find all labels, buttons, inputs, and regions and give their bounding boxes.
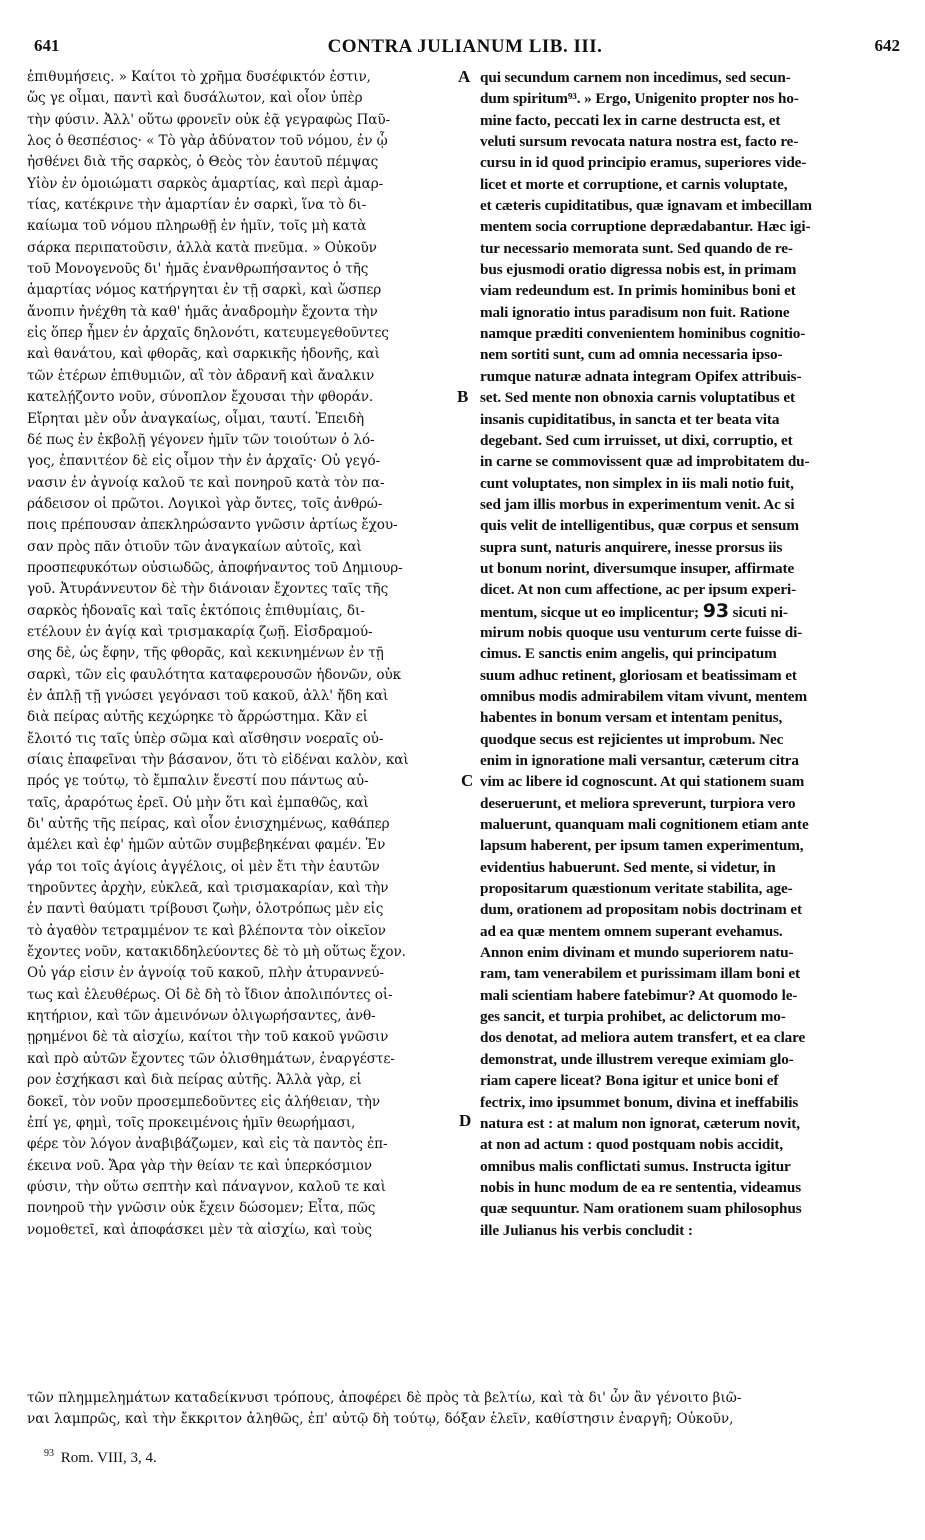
latin-text-continuation: sicuti ni- (728, 603, 788, 621)
greek-text-line: σαν πρὸς πᾶν ὁτιοῦν τῶν ἀναγκαίων αὐτοῖς, καὶ (27, 538, 362, 555)
greek-text-line: καὶ πρὸ αὐτῶν ἔχοντες τῶν ὀλισθημάτων, ἐναργέστε- (27, 1050, 395, 1067)
latin-text-line: Annon enim divinam et mundo superiorem natu- (480, 944, 794, 962)
greek-text-line: σαρκὶ, τῶν εἰς φαυλότητα καταφερουσῶν ἡδονῶν, οὐκ (27, 666, 401, 683)
greek-text-line: ποις πρέπουσαν ἀπεκληρώσαντο γνῶσιν ἀρτίως ἔχου- (27, 517, 398, 534)
latin-text-line: demonstrat, unde illustrem vereque eximiam glo- (480, 1050, 794, 1068)
latin-text-line: set. Sed mente non obnoxia carnis voluptatibus et (480, 389, 795, 407)
latin-text-line: insanis cupiditatibus, in sancta et ter beata vita (480, 410, 780, 428)
greek-text-line: προσπεφυκότων οὐσιωδῶς, ἀποφήναντος τοῦ Δημιουρ- (27, 559, 403, 576)
latin-text-line: mine facto, peccati lex in carne destructa est, et (480, 111, 781, 129)
page-number-right: 642 (874, 36, 900, 55)
greek-text-line: ἐν παντὶ θαύματι τρίβουσι ζωὴν, ὁλοτρόπως μὲν εἰς (27, 901, 384, 918)
latin-text-line: mali ignoratio intus paradisum non fuit. Ratione (480, 303, 790, 321)
latin-text-line: supra sunt, naturis anquirere, inesse prorsus iis (480, 538, 783, 556)
greek-text-line: ἔχοντες νοῦν, κατακιδδηλεύοντες δὲ τὸ μὴ οὕτως ἔχον. (27, 944, 406, 961)
margin-marker-d: D (459, 1111, 472, 1130)
latin-text-line: nem sortiti sunt, cum ad omnia necessaria ipso- (480, 346, 783, 364)
greek-text-line: ρον ἐσχήκασι καὶ διὰ πείρας αὐτῆς. Ἀλλὰ γὰρ, εἰ (27, 1072, 362, 1089)
latin-text-line: suum adhuc retinent, gloriosam et beatissimam et (480, 666, 797, 684)
latin-text-line: cimus. E sanctis enim angelis, qui principatum (480, 645, 777, 663)
greek-text-line: ετέλουν ἐν ἁγίᾳ καὶ τρισμακαρίᾳ ζωῇ. Εἰσδραμού- (27, 623, 373, 640)
latin-text-line: quæ sequuntur. Nam orationem suam philosophus (480, 1200, 802, 1218)
greek-text-line: ἀμέλει καὶ ἐφ' ἡμῶν αὐτῶν συμβεβηκέναι φαμέν. Ἐν (27, 837, 386, 854)
greek-text-line: ἁμαρτίας νόμος κατήργηται ἐν τῇ σαρκὶ, καὶ ὥσπερ (27, 282, 382, 299)
greek-text-line: καίωμα τοῦ νόμου πληρωθῇ ἐν ἡμῖν, τοῖς μὴ κατὰ (27, 218, 367, 235)
latin-text-line: ges sancit, et turpia prohibet, ac delictorum mo- (480, 1008, 786, 1026)
latin-text-line: omnibus malis conflictati sumus. Instructa igitur (480, 1157, 791, 1175)
greek-text-line: δοκεῖ, τὸν νοῦν προσεμπεδοῦντες εἰς ἀλήθειαν, τὴν (27, 1093, 381, 1110)
latin-text-line: omnibus modis admirabilem vitam vivunt, mentem (480, 687, 808, 705)
latin-text-line: sed jam illis morbus in experimentum venit. Ac si (480, 495, 795, 513)
margin-marker-b: B (457, 387, 469, 406)
latin-text-line: et cæteris cupiditatibus, quæ ignavam et imbecillam (480, 197, 812, 215)
greek-text-line: φύσιν, τὴν οὕτω σεπτὴν καὶ πάναγνον, καλοῦ τε καὶ (27, 1178, 386, 1195)
latin-text-line: propositarum quæstionum veritate stabilita, age- (480, 880, 793, 898)
footnote (44, 1448, 157, 1467)
greek-text-line: σης δὲ, ὡς ἔφην, τῆς φθορᾶς, καὶ κεκινημένων ἐν τῇ (27, 645, 384, 662)
greek-text-line: ἔλοιτό τις ταῖς ὑπὲρ σῶμα καὶ αἴσθησιν νοεραῖς οὐ- (27, 730, 384, 747)
greek-text-line: νασιν ἐν ἀγνοίᾳ καλοῦ τε καὶ πονηροῦ κατὰ τὸν πα- (27, 474, 385, 491)
greek-text-line: νομοθετεῖ, καὶ ἀποφάσκει μὲν τὰ αἰσχίω, καὶ τοὺς (27, 1221, 372, 1238)
latin-text-line: ut bonum norint, diversumque insuper, affirmate (480, 559, 795, 577)
latin-text-line: mentem socia corruptione deprædabantur. Hæc igi- (480, 218, 811, 236)
inline-page-marker: 93 (702, 599, 729, 622)
latin-text-line: deseruerunt, et meliora spreverunt, turpiora vero (480, 794, 796, 812)
greek-text-line: ράδεισον οἱ πρῶτοι. Λογικοὶ γὰρ ὄντες, τοῖς ἀνθρώ- (27, 495, 383, 512)
latin-text-line: enim in ignoratione mali versantur, cæterum citra (480, 752, 799, 769)
greek-text-line: ἐπί γε, φημὶ, τοῖς προκειμένοις ἡμῖν θεωρήμασι, (27, 1114, 356, 1131)
greek-text-line: δι' αὐτῆς τῆς πείρας, καὶ οἷον ἐνισχημένως, καθάπερ (27, 816, 390, 833)
latin-text-line: ille Julianus his verbis concludit : (480, 1221, 693, 1239)
latin-text-line: at non ad actum : quod postquam nobis accidit, (480, 1136, 784, 1154)
greek-text-line: σίαις ἐπαφεῖναι τὴν βάσανον, ὅτι τὸ εἰδέναι καλὸν, καὶ (27, 752, 409, 768)
greek-text-line: ῃρημένοι δὲ τὰ αἰσχίω, καίτοι τὴν τοῦ κακοῦ γνῶσιν (27, 1029, 389, 1046)
greek-text-line: γος, ἐπανιτέον δὲ εἰς οἶμον τὴν ἐν ἀρχαῖς· Οὐ γεγό- (27, 453, 381, 470)
latin-text-line: tur necessario memorata sunt. Sed quando de re- (480, 239, 793, 257)
greek-text-line: ὥς γε οἶμαι, παντὶ καὶ δυσάλωτον, καὶ οἷον ὑπὲρ (27, 90, 363, 107)
greek-text-line: τοῦ Μονογενοῦς δι' ἡμᾶς ἐνανθρωπήσαντος ὁ τῆς (27, 261, 369, 278)
greek-text-line: κητήριον, καὶ τῶν ἀμεινόνων ὀλιγωρήσαντες, ἀνθ- (27, 1008, 376, 1025)
latin-text-line: licet et morte et corruptione, et carnis voluptate, (480, 175, 788, 193)
greek-text-line: λος ὁ θεσπέσιος· « Τὸ γὰρ ἀδύνατον τοῦ νόμου, ἐν ᾧ (27, 133, 388, 150)
latin-text-line: dicet. At non cum affectione, ac per ipsum experi- (480, 581, 797, 599)
full-width-greek-lines (27, 1388, 897, 1431)
greek-text-line: τῶν ἑτέρων ἐπιθυμιῶν, αἳ τὸν ἀδρανῆ καὶ ἄναλκιν (27, 367, 375, 384)
greek-text-line: Εἴρηται μὲν οὖν ἀναγκαίως, οἶμαι, ταυτί. Ἐπειδὴ (27, 410, 365, 427)
greek-text-line: τὴν φύσιν. Ἀλλ' οὕτω φρονεῖν οὐκ ἐᾷ γεγραφὼς Παῦ- (27, 111, 390, 128)
greek-text-line: τὸ ἀγαθὸν τετραμμένον τε καὶ βλέποντα τὸν οἰκεῖον (27, 922, 386, 939)
latin-text-line: vim ac libere id cognoscunt. At qui stationem suam (480, 773, 805, 791)
greek-text-line: ταῖς, ἀραρότως ἐρεῖ. Οὐ μὴν ὅτι καὶ ἐμπαθῶς, καὶ (27, 794, 369, 811)
latin-text-line: nobis in hunc modum de ea re sententia, videamus (480, 1178, 802, 1196)
greek-text-line: γοῦ. Ἀτυράννευτον δὲ τὴν διάνοιαν ἔχοντες ταῖς τῆς (27, 581, 389, 598)
greek-text-line: κατελῄζοντο νοῦν, σύνοπλον ἔχουσαι τὴν φθοράν. (27, 389, 374, 406)
bottom-greek-line: τῶν πλημμελημάτων καταδείκνυσι τρόπους, ἀποφέρει δὲ πρὸς τὰ βελτίω, καὶ τὰ δι' ὧν ἂν γένοιτο βιῶ- (27, 1390, 742, 1406)
greek-text-line: πρός γε τούτῳ, τὸ ἔμπαλιν ἔνεστί που πάντως αὐ- (27, 773, 369, 790)
latin-text-column (480, 67, 900, 1241)
latin-text-line: maluerunt, quanquam mali cognitionem etiam ante (480, 816, 809, 834)
greek-text-line: διὰ πείρας αὐτῆς κεχώρηκε τὸ ἄρρώστημα. Κἂν εἰ (27, 709, 368, 726)
latin-text-line: quodque secus est rejicientes ut improbum. Nec (480, 730, 784, 748)
latin-text-line: qui secundum carnem non incedimus, sed secun- (480, 69, 791, 86)
margin-marker-a: A (458, 67, 471, 86)
greek-text-line: Υἱὸν ἐν ὁμοιώματι σαρκὸς ἁμαρτίας, καὶ περὶ ἁμαρ- (27, 175, 384, 192)
greek-text-line: τως καὶ ἐλευθέρως. Οἱ δὲ δὴ τὸ ἴδιον ἀπολιπόντες οἰ- (27, 986, 393, 1003)
latin-text-line: ram, tam venerabilem et purissimam illam boni et (480, 965, 800, 983)
latin-text-line: lapsum haberent, per ipsum tamen experimentum, (480, 837, 804, 855)
latin-text-line: namque præditi convenientem hominibus cognitio- (480, 325, 806, 343)
page-number-left: 641 (34, 36, 60, 55)
latin-text-line: rumque naturæ adnata integram Opifex attribuis- (480, 367, 802, 385)
greek-text-line: γάρ τοι τοῖς ἁγίοις ἀγγέλοις, οἱ μὲν ἔτι τὴν ἑαυτῶν (27, 858, 380, 875)
greek-text-line: ἄνοπιν ἠνέχθη τὰ καθ' ἡμᾶς ἀναδρομὴν ἔχοντα τὴν (27, 303, 378, 320)
latin-text-line: mentum, sicque ut eo implicentur; 93 sicuti ni- (480, 599, 788, 622)
greek-text-line: σάρκα περιπατοῦσιν, ἀλλὰ κατὰ πνεῦμα. » Οὐκοῦν (27, 239, 377, 256)
greek-text-line: τίας, κατέκρινε τὴν ἁμαρτίαν ἐν σαρκὶ, ἵνα τὸ δι- (27, 197, 367, 214)
greek-text-line: φέρε τὸν λόγον ἀναβιβάζωμεν, καὶ εἰς τὰ παντὸς ἐπ- (27, 1136, 388, 1153)
latin-text-line: mirum nobis quoque usu venturum certe fuisse di- (480, 623, 803, 641)
latin-text-line: habentes in bonum versam et intentam penitus, (480, 709, 783, 727)
running-title: CONTRA JULIANUM LIB. III. (327, 36, 603, 57)
latin-text-line: natura est : at malum non ignorat, cæterum novit, (480, 1114, 800, 1132)
latin-text-line: fectrix, imo ipsummet bonum, divina et ineffabilis (480, 1093, 799, 1111)
latin-text-line: viam redeundum est. In primis hominibus boni et (480, 282, 796, 300)
greek-text-line: καὶ θανάτου, καὶ φθορᾶς, καὶ σαρκικῆς ἡδονῆς, καὶ (27, 346, 380, 363)
latin-text-line: cursu in id quod principio eramus, superiores vide- (480, 154, 807, 172)
latin-text-line: cunt voluptates, non simplex in iis mali notio fuit, (480, 474, 794, 492)
greek-text-line: ἐπιθυμήσεις. » Καίτοι τὸ χρῆμα δυσέφικτόν ἐστιν, (27, 69, 371, 85)
greek-text-line: ἠσθένει διὰ τῆς σαρκὸς, ὁ Θεὸς τὸν ἑαυτοῦ πέμψας (27, 154, 379, 171)
running-header (30, 36, 900, 62)
greek-text-column (27, 67, 459, 1241)
margin-marker-c: C (461, 771, 474, 790)
latin-text-line: dum, orationem ad propositam nobis doctrinam et (480, 901, 802, 919)
greek-text-line: έκεινα νοῦ. Ἄρα γὰρ τὴν θείαν τε καὶ ὑπερκόσμιον (27, 1157, 372, 1174)
latin-text-line: veluti sursum revocata natura nostra est, facto re- (480, 133, 799, 151)
latin-text-line: evidentius habuerunt. Sed mente, si videtur, in (480, 858, 776, 876)
latin-text-line: riam capere liceat? Bona igitur et unice boni ef (480, 1072, 779, 1090)
greek-text-line: σαρκὸς ἡδοναῖς καὶ ταῖς ἐκτόποις ἐπιθυμίαις, δι- (27, 602, 365, 619)
greek-text-line: Οὐ γάρ εἰσιν ἐν ἀγνοίᾳ τοῦ κακοῦ, πλὴν ἀτυραννεύ- (27, 965, 384, 982)
latin-text-line: dum spiritum⁹³. » Ergo, Unigenito propter nos ho- (480, 90, 799, 108)
latin-text-line: mali scientiam habere fatebimur? At quomodo le- (480, 986, 798, 1004)
greek-text-line: ἐν ἁπλῇ τῇ γνώσει γεγόνασι τοῦ κακοῦ, ἀλλ' ἤδη καὶ (27, 687, 389, 704)
latin-text-line: ad ea quæ mentem omnem superant evehamus. (480, 922, 783, 940)
greek-text-line: τηροῦντες ἀρχὴν, εὐκλεᾶ, καὶ τρισμακαρίαν, καὶ τὴν (27, 880, 389, 897)
latin-text-line: bus ejusmodi oratio digressa nobis est, in primam (480, 261, 797, 279)
footnote-mark: 93 (44, 1448, 54, 1459)
footnote-text: Rom. VIII, 3, 4. (60, 1450, 157, 1466)
latin-text-line: degebant. Sed cum irruisset, ut dixi, corruptio, et (480, 431, 793, 449)
latin-text-line: dos denotat, ad meliora autem transfert, et ea clare (480, 1029, 806, 1047)
latin-text-line: in carne se commovissent quæ ad improbitatem du- (480, 453, 810, 471)
latin-text-line: quis velit de intelligentibus, quæ corpus et sensum (480, 517, 799, 535)
greek-text-line: πονηροῦ τὴν γνῶσιν οὐκ ἔχειν δώσομεν; Εἶτα, πῶς (27, 1200, 376, 1217)
bottom-greek-line: ναι λαμπρῶς, καὶ τὴν ἔκκριτον ἀληθῶς, ἐπ' αὐτῷ δὴ τούτῳ, δόξαν ἑλεῖν, καθίστησιν ἐναργῆ; Οὐκοῦν, (27, 1411, 734, 1428)
greek-text-line: εἰς ὅπερ ἦμεν ἐν ἀρχαῖς δηλονότι, κατευμεγεθοῦντες (27, 325, 389, 342)
greek-text-line: δέ πως ἐν ἐκβολῇ γέγονεν ἡμῖν τῶν τοιούτων ὁ λό- (27, 431, 375, 448)
